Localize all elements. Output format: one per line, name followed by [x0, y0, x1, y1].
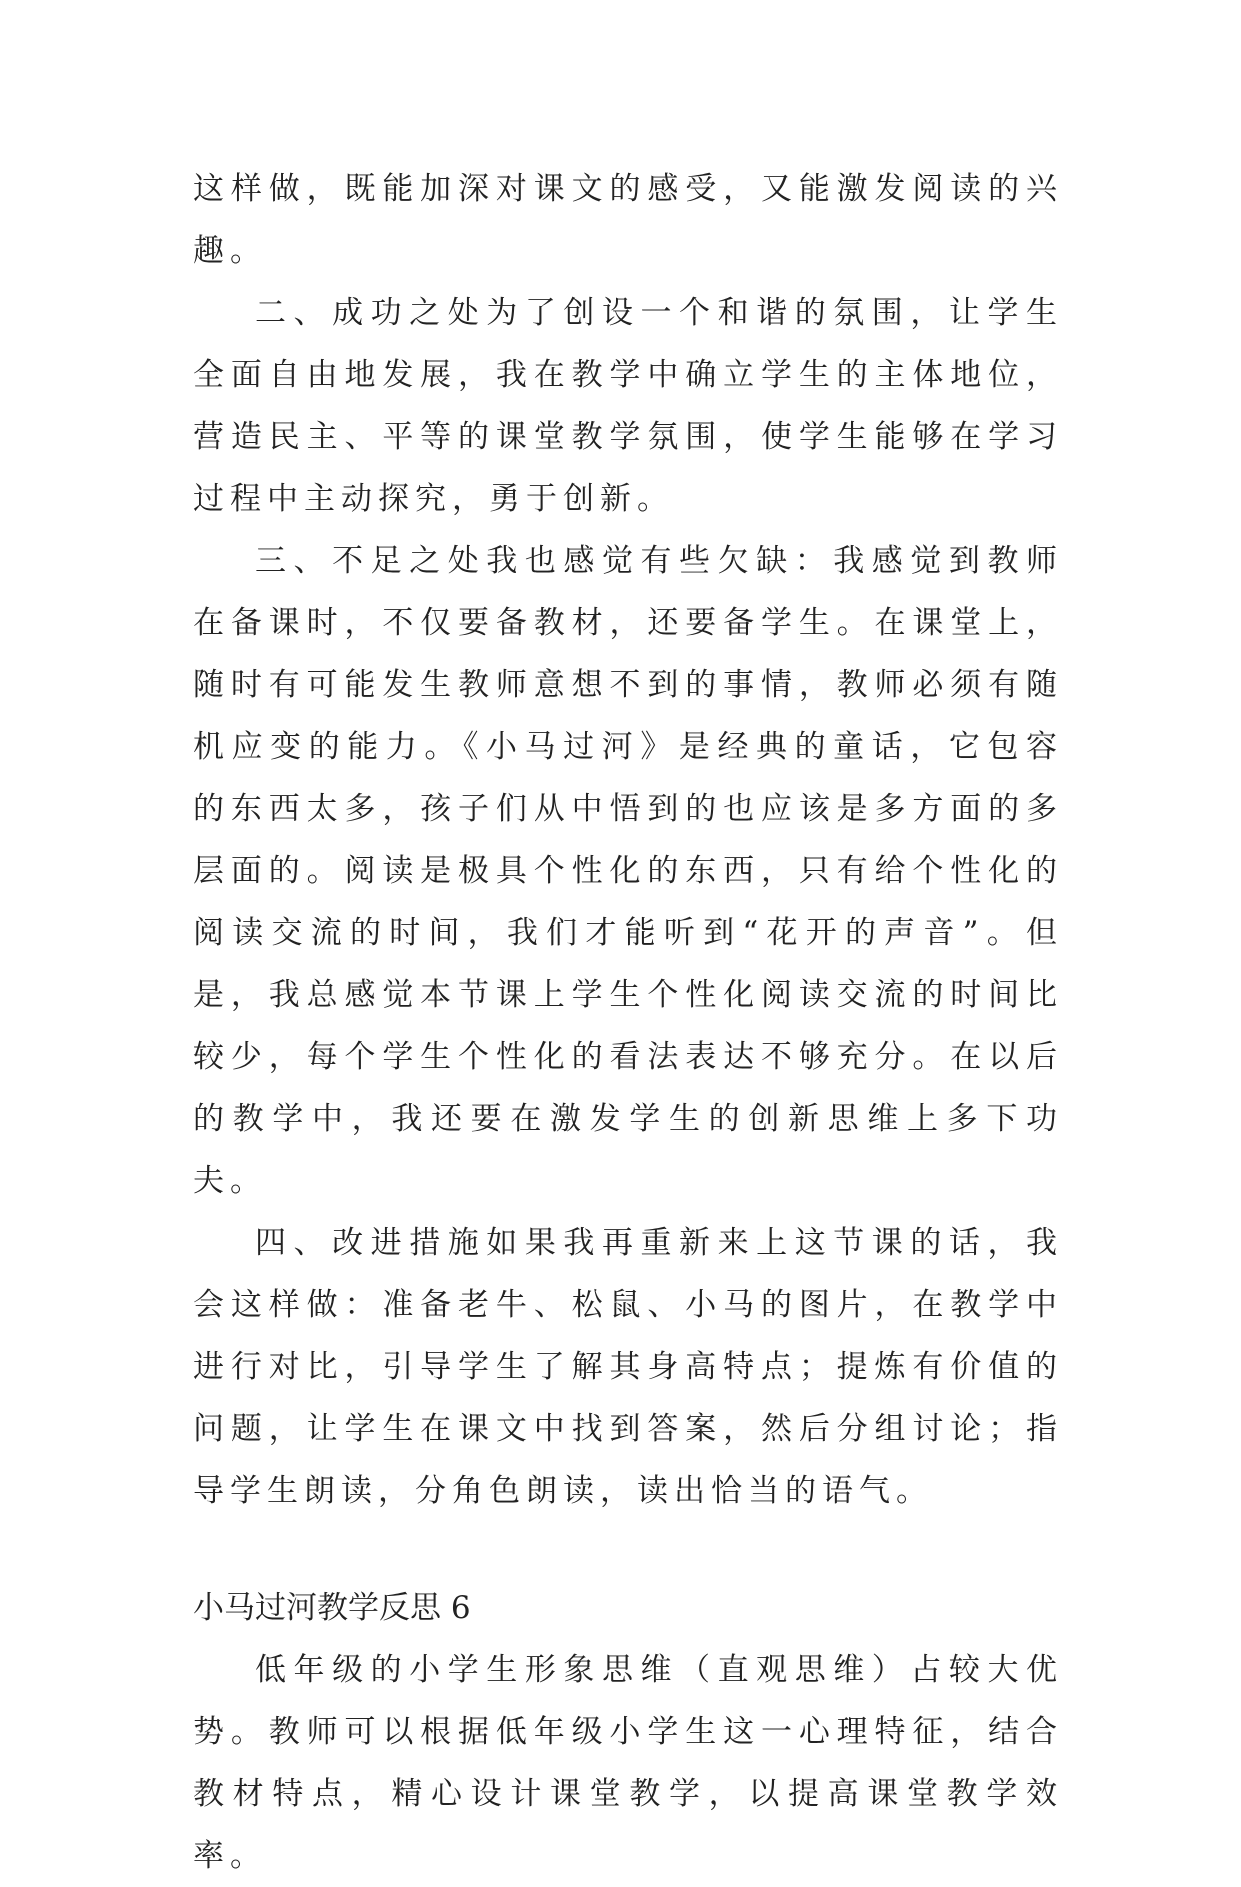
- document-page: [193, 158, 1063, 1887]
- paragraph-success-points: 二、成功之处为了创设一个和谐的氛围，让学生全面自由地发展，我在教学中确立学生的主体地位，营造民主、平等的课堂教学氛围，使学生能够在学习过程中主动探究，勇于创新。: [193, 295, 1063, 517]
- paragraph-section-intro: 低年级的小学生形象思维（直观思维）占较大优势。教师可以根据低年级小学生这一心理特征，结合教材特点，精心设计课堂教学，以提高课堂教学效率。: [193, 1652, 1063, 1874]
- paragraph-continuation: 这样做，既能加深对课文的感受，又能激发阅读的兴趣。: [193, 171, 1063, 269]
- paragraph-improvements: 四、改进措施如果我再重新来上这节课的话，我会这样做：准备老牛、松鼠、小马的图片，在教学中进行对比，引导学生了解其身高特点；提炼有价值的问题，让学生在课文中找到答案，然后分组讨论；指导学生朗读，分角色朗读，读出恰当的语气。: [193, 1225, 1063, 1509]
- section-title: 小马过河教学反思 6: [193, 1590, 471, 1626]
- paragraph-shortcomings: 三、不足之处我也感觉有些欠缺：我感觉到教师在备课时，不仅要备教材，还要备学生。在课堂上，随时有可能发生教师意想不到的事情，教师必须有随机应变的能力。《小马过河》是经典的童话，它包容的东西太多，孩子们从中悟到的也应该是多方面的多层面的。阅读是极具个性化的东西，只有给个性化的阅读交流的时间，我们才能听到“花开的声音”。但是，我总感觉本节课上学生个性化阅读交流的时间比较少，每个学生个性化的看法表达不够充分。在以后的教学中，我还要在激发学生的创新思维上多下功夫。: [193, 543, 1063, 1199]
